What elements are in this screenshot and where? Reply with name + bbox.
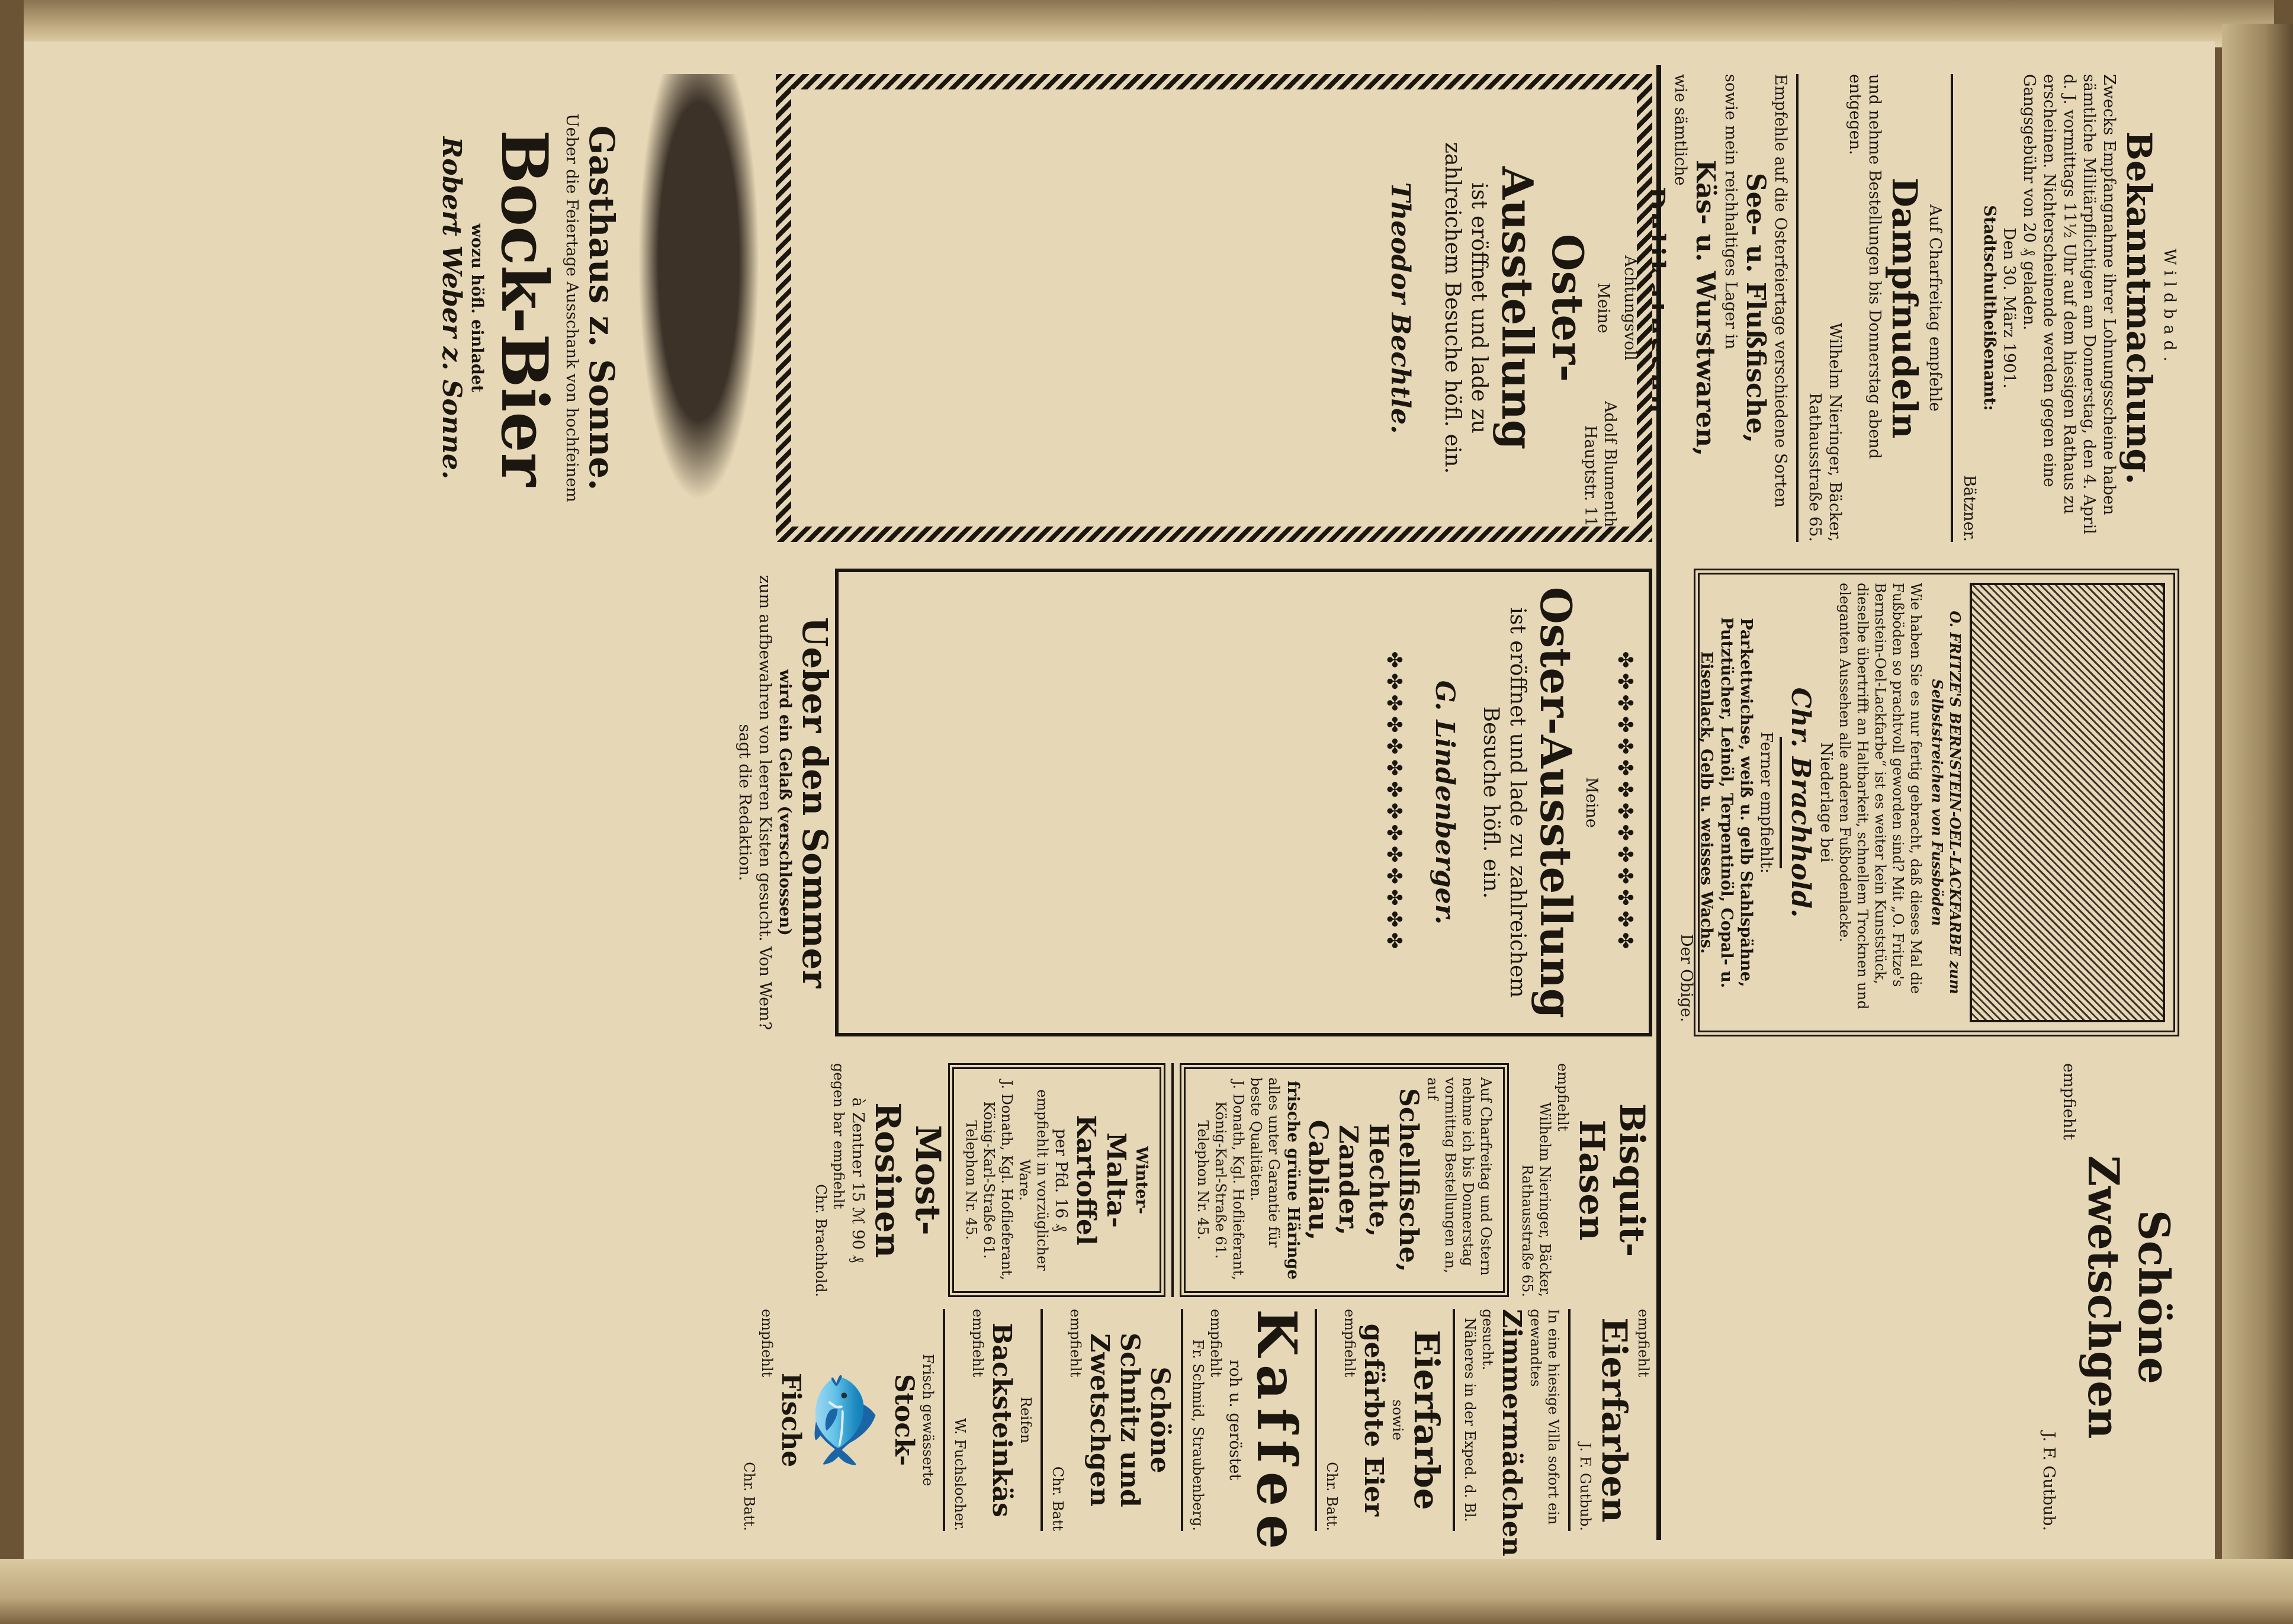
bock-goat-illustration: [628, 74, 770, 542]
ornament-row: ✤✤✤✤✤✤✤✤✤✤✤✤✤✤: [1382, 651, 1406, 954]
rotated-page-content: [24, 41, 2215, 1564]
lindenberger-signature: G. Lindenberger.: [1430, 680, 1460, 925]
ad-dampfnudeln-intro: Auf Charfreitag empfehle: [1926, 204, 1945, 412]
backstein-signature: W. Fuchslocher.: [952, 1418, 969, 1531]
ad-dampfnudeln-address: Rathausstraße 65.: [1806, 393, 1825, 542]
ad-fische-body2: wie sämtliche: [1671, 74, 1690, 186]
announcement-office: Stadtschultheißenamt:: [1980, 205, 1999, 411]
town-name: Wildbad.: [2160, 248, 2179, 368]
newspaper-page: [24, 41, 2215, 1564]
book-top-edge: [24, 0, 2274, 47]
column-3-bottom: [740, 1063, 1652, 1558]
lackfarbe-also-label: Ferner empfiehlt:: [1757, 731, 1776, 874]
column-3-top: [2039, 1063, 2180, 1531]
eierfarbe-sowie: sowie: [1389, 1399, 1406, 1441]
sommer-sub: wird ein Gelaß (verschlossen): [776, 669, 794, 936]
ad-fische-body: sowie mein reichhaltiges Lager in: [1721, 74, 1740, 349]
zimmer-body: In eine hiesige Villa sofort ein gewandtes: [1527, 1309, 1562, 1525]
most-body: gegen bar empfiehlt: [830, 1063, 847, 1209]
eierfarben-signature: J. F. Gutbub.: [1577, 1442, 1594, 1531]
donath-fish-body2: frische grüne Häringe: [1284, 1080, 1302, 1280]
subcolumn-right: [740, 1309, 1652, 1558]
ornament-row: ✤✤✤✤✤✤✤✤✤✤✤✤✤✤: [1613, 651, 1637, 954]
most-signature: Chr. Brachhold.: [812, 1184, 829, 1297]
sommer-body: zum aufbewahren von leeren Kisten gesucht. Von Wem? sagt die Redaktion.: [736, 575, 775, 1031]
stockfisch-title2: Fische: [776, 1372, 807, 1468]
book-right-edge: [2222, 24, 2293, 1623]
bechtle-title: Oster-Ausstellung: [1492, 166, 1594, 450]
bottom-section: [136, 41, 1652, 1564]
most-title: Most-Rosinen: [867, 1102, 948, 1258]
section-divider: [1656, 65, 1661, 1540]
column-1-bottom: [437, 74, 1653, 542]
fish-icon: 🐟: [799, 1368, 897, 1472]
winter-kartoffel-ad: [948, 1063, 1166, 1297]
ad-fische-regards: Achtungsvoll: [1621, 255, 1640, 361]
donath-fish-title: Schellfische, Hechte, Zander, Cabliau,: [1303, 1088, 1424, 1272]
divider: [1780, 737, 1782, 869]
stockfisch-intro: Frisch gewässerte: [920, 1353, 937, 1487]
winter-body: empfiehlt in vorzüglicher Ware.: [1016, 1089, 1051, 1271]
announcement-date: Den 30. März 1901.: [2000, 227, 2019, 389]
schnitz-empfiehlt: empfiehlt: [1067, 1309, 1084, 1378]
donath-fish-telephone: Telephon Nr. 45.: [1194, 1120, 1212, 1240]
sommer-title: Ueber den Sommer: [795, 617, 835, 988]
kaffee-empfiehlt: empfiehlt: [1207, 1309, 1225, 1378]
donath-fish-body3: alles unter Garantie für beste Qualitäten.: [1248, 1077, 1283, 1248]
lackfarbe-body: Wie haben Sie es nur fertig gebracht, daß dieses Mal die Fußböden so prachtvoll geworden sind? Mit „O. Fritze's Bernstein-Oel-Lackfarbe“ ist es weiter kein Kunststück, dieselbe übertrifft an Haltbarkeit, schnellem Trocknen und eleganten Aussehen alle anderen Fußbodenlacke.: [1836, 583, 1924, 1010]
ad-dampfnudeln-signature: Wilhelm Nieringer, Bäcker,: [1826, 322, 1844, 542]
winter-price: per Pfd. 16 ₰: [1052, 1128, 1071, 1232]
donath-fish-body: Auf Charfreitag und Ostern nehme ich bis Donnerstag vormittag Bestellungen an, auf: [1424, 1077, 1494, 1276]
donath-fish-ad: [1180, 1063, 1509, 1297]
column-1-top: [1580, 74, 2179, 542]
hasen-address: Rathausstraße 65.: [1519, 1164, 1536, 1297]
divider: [1315, 1309, 1317, 1531]
divider: [1171, 1063, 1174, 1297]
backstein-empfiehlt: empfiehlt: [969, 1309, 987, 1378]
ad-wurst-title: Käs- u. Wurstwaren,: [1690, 159, 1720, 457]
column-2-bottom: [735, 569, 1652, 1036]
eierfarben-title: Eierfarben: [1594, 1317, 1634, 1523]
schnitz-title: Schöne Schnitz und Zwetschgen: [1084, 1333, 1176, 1507]
bechtle-ad: [776, 74, 1652, 542]
hasen-title: Bisquit-Hasen: [1572, 1103, 1652, 1257]
sonne-body: Ueber die Feiertage Ausschank von hochfeinem: [563, 113, 581, 503]
donath-fish-address: König-Karl-Straße 61.: [1212, 1101, 1229, 1259]
ad-dampfnudeln-title: Dampfnudeln: [1884, 177, 1925, 439]
divider: [1040, 1309, 1043, 1531]
book-bottom-edge: [0, 1559, 2293, 1624]
eierfarbe-title: Eierfarbe: [1406, 1330, 1447, 1510]
winter-signature: J. Donath, Kgl. Hoflieferant,: [998, 1080, 1015, 1280]
lindenberger-body: ist eröffnet und lade zu zahlreichem Besuche höfl. ein.: [1479, 607, 1530, 998]
hasen-empfiehlt: empfiehlt: [1555, 1063, 1571, 1132]
divider: [1181, 1309, 1183, 1531]
lindenberger-meine: Meine: [1582, 777, 1601, 828]
bechtle-signature: Theodor Bechtle.: [1385, 182, 1416, 434]
ad-fische-intro: Empfehle auf die Osterfeiertage verschiedene Sorten: [1771, 74, 1790, 508]
lackfarbe-depot-label: Niederlage bei: [1817, 742, 1835, 863]
ad-dampfnudeln-body: und nehme Bestellungen bis Donnerstag abend entgegen.: [1845, 74, 1884, 459]
winter-title: Winter-: [1132, 1146, 1151, 1214]
divider: [1568, 1309, 1571, 1531]
bechtle-meine: Meine: [1594, 283, 1613, 333]
bockbier-title: Bock-Bier: [487, 129, 562, 487]
zwetschgen-signature: J. F. Gutbub.: [2040, 1432, 2058, 1531]
ad-fische-address: Hauptstr. 110.: [1581, 425, 1600, 542]
kaffee-title: Kaffee: [1245, 1309, 1309, 1558]
announcement-signature: Bätzner.: [1960, 475, 1979, 542]
winter-title2: Malta-Kartoffel: [1071, 1115, 1132, 1246]
divider: [943, 1309, 945, 1531]
sonne-body2: wozu höfl. einladet: [468, 223, 487, 393]
lackfarbe-illustration: [1970, 583, 2165, 1022]
ad-delikatessen-title: Delikatessen.: [1640, 187, 1671, 429]
announcement-body: Zwecks Empfangnahme ihrer Lohnungsscheine haben sämtliche Militärpflichtigen am Donnerstag, den 4. April d. J. vormittags 11½ Uhr auf dem hiesigen Rathaus zu erscheinen. Nichterscheinende werden gegen eine Gangsgebühr von 20 ₰ geladen.: [2020, 74, 2119, 534]
hasen-signature: Wilhelm Nieringer, Bäcker,: [1537, 1102, 1553, 1297]
ad-fische-title: See- u. Flußfische,: [1740, 172, 1771, 444]
lackfarbe-ad: [1677, 569, 2179, 1036]
eier-empfiehlt: empfiehlt: [1635, 1309, 1652, 1378]
bechtle-body: ist eröffnet und lade zu zahlreichem Besuche höfl. ein.: [1440, 142, 1492, 474]
lackfarbe-product-list: Parkettwichse, weiß u. gelb Stahlspähne, Putztücher, Leinöl, Terpentinöl, Copal- u. Eisenlack, Gelb u. weisses Wachs.: [1697, 617, 1756, 988]
schnitz-signature: Chr. Batt: [1049, 1466, 1067, 1531]
divider: [1797, 74, 1799, 542]
ad-fische-signature: Adolf Blumenthal: [1601, 400, 1620, 542]
kaffee-body: roh u. geröstet: [1226, 1359, 1244, 1481]
zwetschgen-title: Schöne Zwetschgen: [2079, 1155, 2179, 1439]
zwetschgen-empfiehlt: empfiehlt: [2060, 1063, 2078, 1140]
most-price: à Zentner 15 ℳ 90 ₰: [848, 1097, 867, 1263]
divider: [1453, 1309, 1455, 1531]
kaffee-signature: Fr. Schmid, Straubenberg.: [1190, 1339, 1207, 1531]
lackfarbe-depot-name: Chr. Brachhold.: [1785, 687, 1816, 918]
zimmer-title: Zimmermädchen: [1496, 1309, 1527, 1556]
stockfisch-signature: Chr. Batt.: [741, 1462, 758, 1531]
eierfarbe-signature: Chr. Batt.: [1324, 1462, 1340, 1531]
subcolumn-left: [740, 1063, 1652, 1297]
lindenberger-title: Oster-Ausstellung: [1531, 586, 1582, 1019]
illustration-caption: O. FRITZE'S BERNSTEIN-OEL-LACKFARBE zum Selbststreichen von Fussböden: [1929, 611, 1964, 994]
zimmer-gesucht: gesucht.: [1479, 1309, 1496, 1371]
lindenberger-ad: [835, 569, 1652, 1036]
lackfarbe-signature: Der Obige.: [1677, 933, 1696, 1022]
backstein-title: Backsteinkäs: [987, 1323, 1017, 1517]
stockfisch-title: Stock-: [889, 1373, 920, 1466]
divider: [1951, 74, 1953, 542]
winter-address: König-Karl-Straße 61.: [980, 1101, 997, 1259]
stockfisch-empfiehlt: empfiehlt: [759, 1309, 776, 1378]
sonne-signature: Robert Weber z. Sonne.: [436, 136, 467, 480]
sonne-title: Gasthaus z. Sonne.: [582, 125, 622, 491]
announcement-title: Bekanntmachung.: [2119, 131, 2160, 485]
eierfarbe-empfiehlt: empfiehlt: [1341, 1309, 1358, 1378]
winter-telephone: Telephon Nr. 45.: [962, 1120, 979, 1240]
zimmer-signature: Näheres in der Exped. d. Bl.: [1462, 1318, 1478, 1522]
donath-fish-signature: J. Donath, Kgl. Hoflieferant,: [1230, 1080, 1247, 1280]
backstein-intro: Reifen: [1017, 1397, 1035, 1443]
gefaerbte-eier-title: gefärbte Eier: [1359, 1323, 1389, 1517]
